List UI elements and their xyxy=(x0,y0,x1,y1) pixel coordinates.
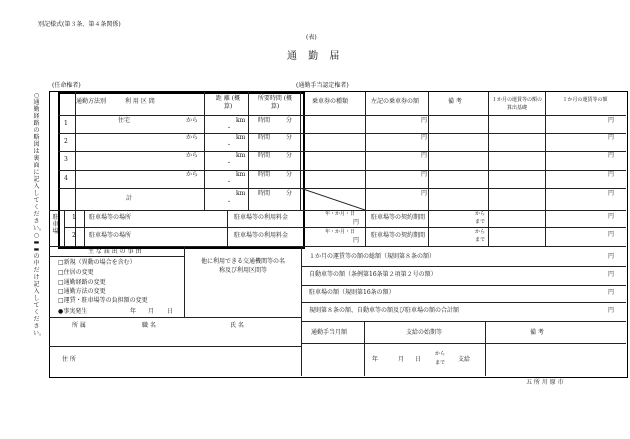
position-label: 職 名 xyxy=(142,322,156,329)
km-label: km xyxy=(236,190,246,197)
km-label: km xyxy=(236,171,246,178)
row-number: 2 xyxy=(64,138,68,145)
reason-item[interactable]: □新規（異動の場合を含む） xyxy=(58,259,136,266)
minute-label: 分 xyxy=(286,134,293,141)
yen-label: 円 xyxy=(608,190,615,197)
yen-label: 円 xyxy=(608,271,615,278)
row-home: 住宅 xyxy=(118,117,131,124)
yen-label: 円 xyxy=(608,289,615,296)
form-title: 通 勤 届 xyxy=(287,51,344,62)
yen-label: 円 xyxy=(353,237,360,244)
affiliation-label: 所 属 xyxy=(72,322,86,329)
yen-label: 円 xyxy=(608,134,615,141)
km-label: km xyxy=(236,117,246,124)
reason-item[interactable]: □通勤方法の変更 xyxy=(58,288,106,295)
parking-period: 駐車場等の契約期間 xyxy=(371,232,426,239)
yen-label: 円 xyxy=(608,117,615,124)
yen-label: 円 xyxy=(421,190,428,197)
parking-fee: 駐車場等の利用料金 xyxy=(234,214,289,221)
parking-location: 駐車場等の場所 xyxy=(89,232,132,239)
header-monthly-amount: １か月の運賃等の額 xyxy=(562,97,608,103)
header-method: 通勤方法別 xyxy=(76,98,107,105)
hour-label: 時間 xyxy=(258,117,271,124)
summary-vehicle: 自動車等の額（条例第16条第２項第２号の額） xyxy=(309,271,437,278)
yen-label: 円 xyxy=(421,117,428,124)
to-label: まで xyxy=(475,219,486,225)
from-label: から xyxy=(475,229,486,235)
row-number: 1 xyxy=(64,120,68,127)
parking-fee: 駐車場等の利用料金 xyxy=(234,232,289,239)
allowance-monthly-label: 通勤手当月額 xyxy=(311,329,348,336)
payment-label: 支給 xyxy=(458,356,471,363)
yen-label: 円 xyxy=(608,213,615,220)
reasons-title: 主 な 届 出 の 事 由 xyxy=(88,248,142,255)
hour-label: 時間 xyxy=(258,152,271,159)
dot-label: ・ xyxy=(226,199,233,206)
hour-label: 時間 xyxy=(258,190,271,197)
year-label: 年 xyxy=(130,308,137,315)
km-label: km xyxy=(236,152,246,159)
km-label: km xyxy=(236,134,246,141)
minute-label: 分 xyxy=(286,117,293,124)
summary-sum: 規則第８条の額、自動車等の額及び駐車場の額の合計額 xyxy=(309,307,460,314)
yen-label: 円 xyxy=(608,231,615,238)
header-distance: 距 離 (概算) xyxy=(215,95,241,110)
yen-label: 円 xyxy=(608,152,615,159)
summary-total: １か月の運賃等の額の総額（規則第８条の額） xyxy=(309,253,436,260)
parking-row-number: 2 xyxy=(72,232,76,239)
row-number: 4 xyxy=(64,175,68,182)
fact-date-label: ●事実発生 xyxy=(58,308,88,315)
from-label: から xyxy=(186,152,199,159)
summary-parking: 駐車場の額（規則第16条の額） xyxy=(309,289,395,296)
year-label: 年 xyxy=(372,356,379,363)
total-label: 計 xyxy=(126,195,133,202)
allowance-remarks-label: 備 考 xyxy=(530,329,544,336)
minute-label: 分 xyxy=(286,190,293,197)
row-number: 3 xyxy=(64,156,68,163)
minute-label: 分 xyxy=(286,171,293,178)
to-label: まで xyxy=(475,237,486,243)
dot-label: ・ xyxy=(226,142,233,149)
dot-label: ・ xyxy=(226,160,233,167)
dot-label: ・ xyxy=(226,179,233,186)
day-label: 日 xyxy=(167,308,174,315)
name-label: 氏 名 xyxy=(230,322,244,329)
from-label: から xyxy=(475,211,486,217)
minute-label: 分 xyxy=(286,152,293,159)
ymd-label: 年・か月・日 xyxy=(325,229,356,235)
month-label: 月 xyxy=(398,356,405,363)
header-time: 所要時間 (概算) xyxy=(257,95,293,110)
reason-item[interactable]: □住居の変更 xyxy=(58,269,94,276)
yen-label: 円 xyxy=(608,171,615,178)
hour-label: 時間 xyxy=(258,134,271,141)
month-label: 月 xyxy=(148,308,155,315)
dot-label: ・ xyxy=(226,125,233,132)
address-label: 住 所 xyxy=(62,356,76,363)
parking-location: 駐車場等の場所 xyxy=(89,214,132,221)
allowance-period-label: 支給の始期等 xyxy=(406,329,443,336)
form-number: 別記様式(第３条、第４条関係) xyxy=(38,21,121,28)
from-label: から xyxy=(435,351,446,357)
reason-item[interactable]: □通勤経路の変更 xyxy=(58,279,106,286)
day-label: 日 xyxy=(415,356,422,363)
other-transport-label: 他に利用できる交通機関等の名称及び利用区間等 xyxy=(200,258,285,274)
parking-label: 駐車場 xyxy=(52,214,59,235)
yen-label: 円 xyxy=(353,219,360,226)
header-section: 利 用 区 間 xyxy=(125,98,155,105)
to-label: まで xyxy=(435,360,446,366)
parking-row-number: 1 xyxy=(72,214,76,221)
from-label: から xyxy=(186,134,199,141)
diagonal-mark xyxy=(300,188,365,210)
side-label: (表) xyxy=(306,34,317,41)
header-monthly-basis: １か月の運賃等の額の算出基礎 xyxy=(491,97,542,111)
from-label: から xyxy=(186,171,199,178)
yen-label: 円 xyxy=(608,307,615,314)
vertical-note: ○ 通勤経路の略図は裏面に記入してください。○ ▬▬ の中だけ記入してください。 xyxy=(33,92,46,337)
appointer-label: (任命権者) xyxy=(52,82,81,89)
header-ticket-type: 乗車券の種類 xyxy=(312,98,349,105)
header-remarks: 備 考 xyxy=(448,98,462,105)
parking-period: 駐車場等の契約期間 xyxy=(371,214,426,221)
certifier-label: (通勤手当認定権者) xyxy=(296,82,349,89)
yen-label: 円 xyxy=(421,171,428,178)
footer-city: 五 所 川 原 市 xyxy=(526,379,564,386)
hour-label: 時間 xyxy=(258,171,271,178)
from-label: から xyxy=(186,117,199,124)
header-ticket-amount: 左記の乗車券の額 xyxy=(371,98,420,105)
yen-label: 円 xyxy=(421,152,428,159)
ymd-label: 年・か月・日 xyxy=(325,211,356,217)
yen-label: 円 xyxy=(608,253,615,260)
yen-label: 円 xyxy=(421,134,428,141)
reason-item[interactable]: □運賃・駐車場等の負担額の変更 xyxy=(58,297,148,304)
